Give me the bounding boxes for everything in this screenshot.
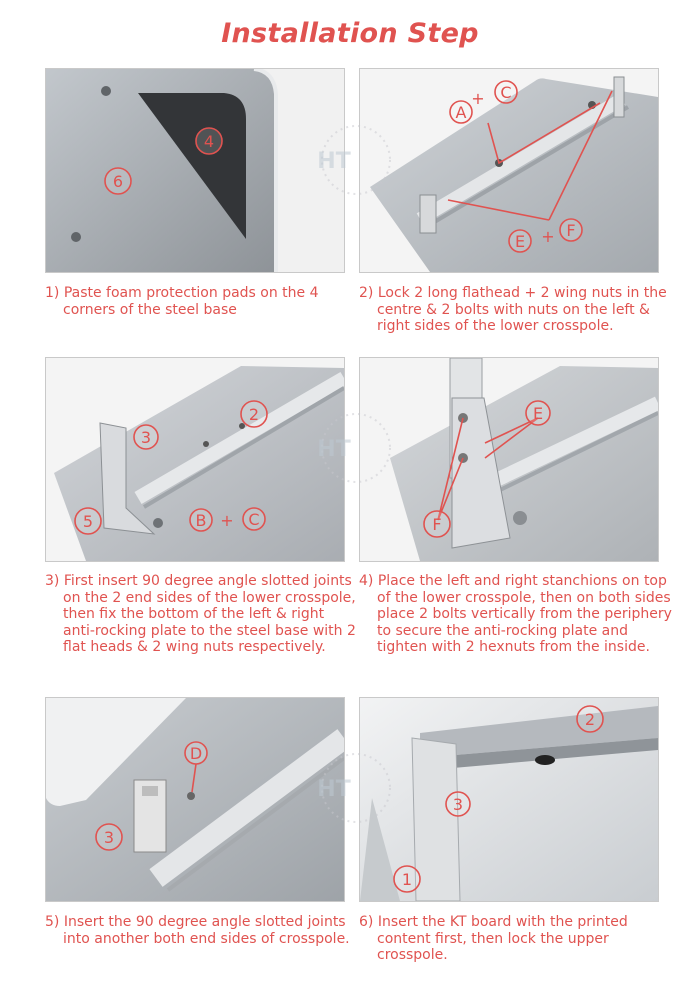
- step-4-caption: 4) Place the left and right stanchions on top of the lower crosspole, then on both sides place 2 bolts vertically from the periphery to secure the anti-rocking plate and tighten with 2 hexnuts from the inside.: [359, 573, 672, 655]
- step-3-caption: 3) First insert 90 degree angle slotted joints on the 2 end sides of the lower crosspole, then fix the bottom of the left & right anti-rocking plate to the steel base with 2 flat heads & 2 wing nuts respectively.: [45, 573, 356, 655]
- step-6-photo: [359, 697, 659, 902]
- watermark-logo: [298, 120, 398, 200]
- svg-text:F: F: [432, 515, 442, 534]
- label-3: [96, 824, 122, 850]
- svg-text:F: F: [566, 221, 576, 240]
- screw-icon: [71, 232, 81, 242]
- svg-text:HT: HT: [317, 437, 351, 462]
- svg-text:HT: HT: [317, 777, 351, 802]
- label-1: [394, 866, 420, 892]
- label-2: [577, 706, 603, 732]
- svg-text:B: B: [195, 511, 207, 530]
- label-f: [560, 219, 582, 241]
- svg-text:HT: HT: [317, 149, 351, 174]
- svg-text:2: 2: [248, 405, 260, 424]
- angle-joint: [614, 77, 624, 117]
- svg-text:4: 4: [203, 132, 215, 151]
- step-6-caption: 6) Insert the KT board with the printed content first, then lock the upper crosspole.: [359, 914, 628, 963]
- step-1-caption: 1) Paste foam protection pads on the 4 corners of the steel base: [45, 285, 319, 318]
- angle-joint: [420, 195, 436, 233]
- label-b: [190, 509, 212, 531]
- watermark-logo: [298, 408, 398, 488]
- svg-text:C: C: [248, 510, 260, 529]
- svg-text:E: E: [514, 232, 526, 251]
- svg-text:3: 3: [452, 795, 464, 814]
- plus-sign: +: [541, 227, 555, 246]
- label-c: [243, 508, 265, 530]
- label-f: [424, 511, 450, 537]
- svg-text:A: A: [455, 103, 467, 122]
- svg-text:2: 2: [584, 710, 596, 729]
- label-3: [134, 425, 158, 449]
- label-e: [509, 230, 531, 252]
- step-2-caption: 2) Lock 2 long flathead + 2 wing nuts in the centre & 2 bolts with nuts on the left & right sides of the lower crosspole.: [359, 285, 667, 334]
- label-2: [241, 401, 267, 427]
- svg-text:3: 3: [140, 428, 152, 447]
- svg-text:5: 5: [82, 512, 94, 531]
- label-3: [446, 792, 470, 816]
- label-6: [105, 168, 131, 194]
- screw-icon: [101, 86, 111, 96]
- watermark-logo: [298, 748, 398, 828]
- page-title: Installation Step: [221, 18, 479, 49]
- svg-text:D: D: [189, 744, 203, 763]
- svg-text:1: 1: [401, 870, 413, 889]
- label-c: [495, 81, 517, 103]
- plus-sign: +: [471, 89, 485, 108]
- step-4-photo: [359, 357, 659, 562]
- step-5-caption: 5) Insert the 90 degree angle slotted joints into another both end sides of crosspole.: [45, 914, 350, 947]
- label-e: [526, 401, 550, 425]
- step-2-photo: [359, 68, 659, 273]
- label-5: [75, 508, 101, 534]
- label-4: [196, 128, 222, 154]
- svg-text:6: 6: [112, 172, 124, 191]
- svg-text:3: 3: [103, 828, 115, 847]
- svg-text:E: E: [532, 404, 544, 423]
- label-a: [450, 101, 472, 123]
- plus-sign: +: [220, 511, 234, 530]
- label-d: [185, 742, 207, 764]
- svg-text:C: C: [500, 83, 512, 102]
